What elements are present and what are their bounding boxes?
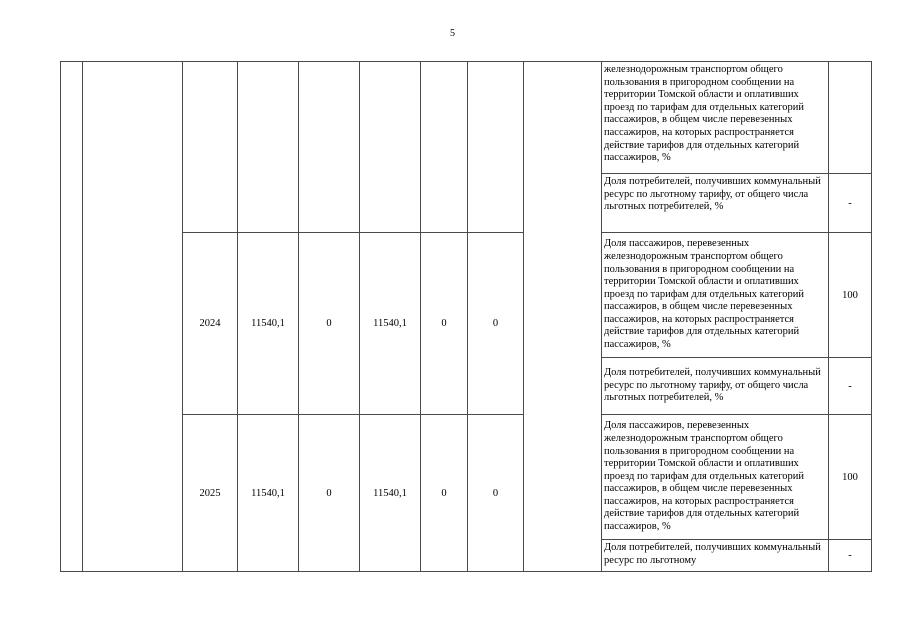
program-table (60, 61, 872, 572)
year-cell: 2024 (182, 232, 238, 415)
indicator-text: Доля потребителей, получивших коммунальный ресурс по льготному тарифу, от общего числа льготных потребителей, % (601, 173, 829, 233)
year-cell (182, 61, 238, 233)
federal-budget-cell: 0 (298, 414, 360, 572)
number-column-cell (60, 61, 83, 572)
indicator-value: - (828, 357, 872, 415)
executor-column-cell (523, 61, 602, 572)
regional-budget-cell: 11540,1 (359, 232, 421, 415)
year-cell: 2025 (182, 414, 238, 572)
local-budget-cell (420, 61, 468, 233)
indicator-value (828, 61, 872, 174)
indicator-value: - (828, 539, 872, 572)
indicator-value: - (828, 173, 872, 233)
indicator-text: железнодорожным транспортом общего пользования в пригородном сообщении на территории Томской области и оплативших проезд по тарифам для отдельных категорий пассажиров, в общем числе перевезенных пассажиров, на которых распространяется действие тарифов для отдельных категорий пассажиров, % (601, 61, 829, 174)
regional-budget-cell (359, 61, 421, 233)
indicator-text: Доля пассажиров, перевезенных железнодорожным транспортом общего пользования в пригородном сообщении на территории Томской области и оплативших проезд по тарифам для отдельных категорий пассажиров, в общем числе перевезенных пассажиров, на которых распространяется действие тарифов для отдельных категорий пассажиров, % (601, 414, 829, 540)
indicator-value: 100 (828, 414, 872, 540)
task-column-cell (82, 61, 183, 572)
local-budget-cell: 0 (420, 414, 468, 572)
other-sources-cell: 0 (467, 414, 524, 572)
indicator-text: Доля потребителей, получивших коммунальный ресурс по льготному (601, 539, 829, 572)
other-sources-cell: 0 (467, 232, 524, 415)
indicator-text: Доля пассажиров, перевезенных железнодорожным транспортом общего пользования в пригородном сообщении на территории Томской области и оплативших проезд по тарифам для отдельных категорий пассажиров, в общем числе перевезенных пассажиров, на которых распространяется действие тарифов для отдельных категорий пассажиров, % (601, 232, 829, 358)
total-cell: 11540,1 (237, 232, 299, 415)
other-sources-cell (467, 61, 524, 233)
federal-budget-cell: 0 (298, 232, 360, 415)
page-number: 5 (450, 28, 455, 39)
indicator-text: Доля потребителей, получивших коммунальный ресурс по льготному тарифу, от общего числа льготных потребителей, % (601, 357, 829, 415)
indicator-value: 100 (828, 232, 872, 358)
total-cell: 11540,1 (237, 414, 299, 572)
total-cell (237, 61, 299, 233)
regional-budget-cell: 11540,1 (359, 414, 421, 572)
local-budget-cell: 0 (420, 232, 468, 415)
federal-budget-cell (298, 61, 360, 233)
